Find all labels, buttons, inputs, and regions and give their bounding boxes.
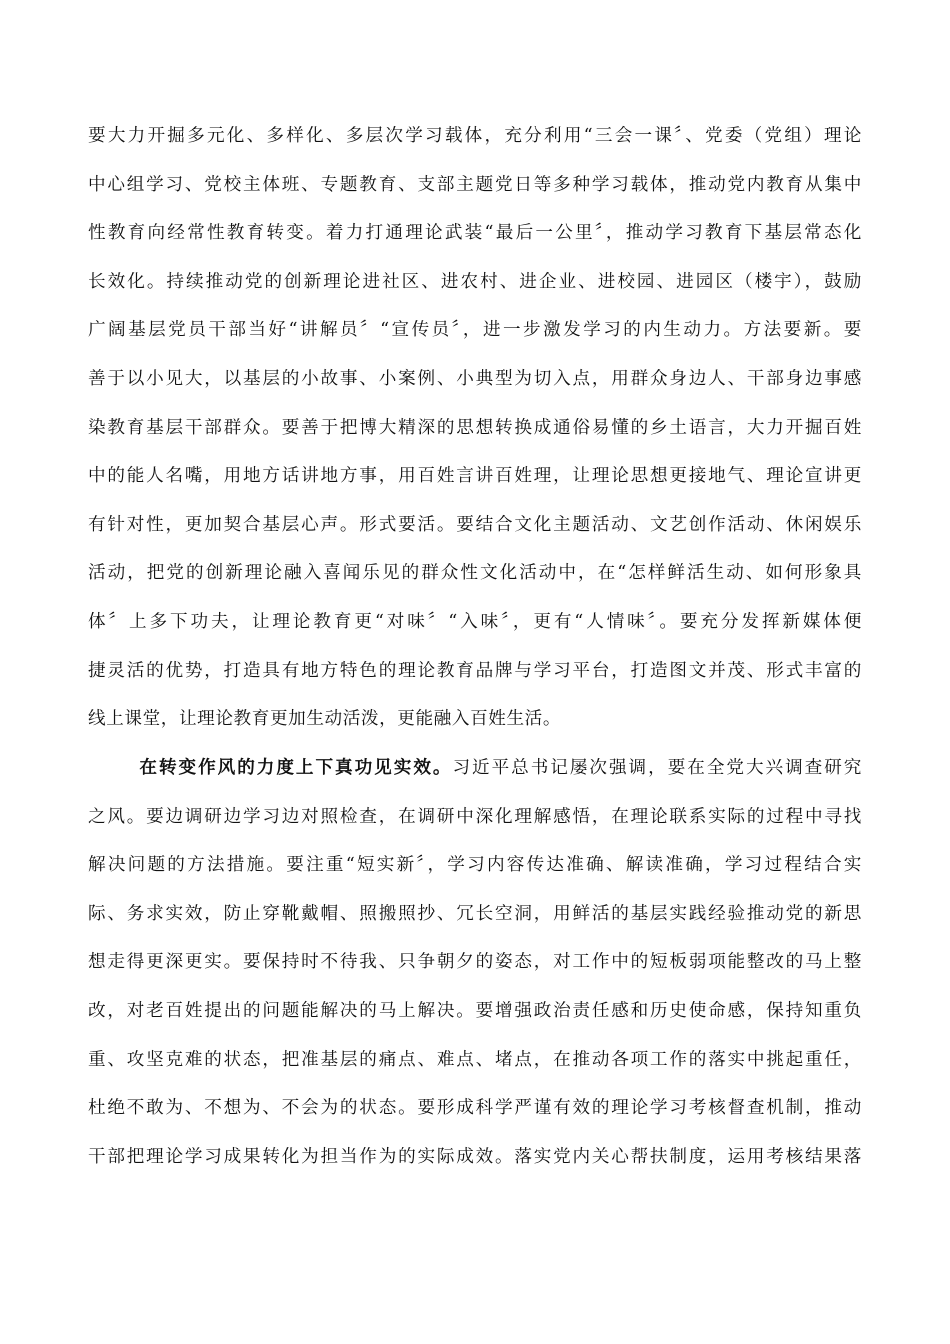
paragraph-line: 解决问题的方法措施。要注重“短实新〞，学习内容传达准确、解读准确，学习过程结合实	[88, 855, 862, 876]
paragraph-line: 要大力开掘多元化、多样化、多层次学习载体，充分利用“三会一课〞、党委（党组）理论	[88, 126, 862, 146]
paragraph-line: 干部把理论学习成果转化为担当作为的实际成效。落实党内关心帮扶制度，运用考核结果落	[88, 1146, 862, 1167]
paragraph-line: 长效化。持续推动党的创新理论进社区、进农村、进企业、进校园、进园区（楼宇），鼓励	[88, 271, 862, 292]
paragraph-line: 重、攻坚克难的状态，把准基层的痛点、难点、堵点，在推动各项工作的落实中挑起重任，	[88, 1049, 862, 1070]
paragraph-line: 活动，把党的创新理论融入喜闻乐见的群众性文化活动中，在“怎样鲜活生动、如何形象具	[88, 563, 862, 584]
paragraph-line: 杜绝不敢为、不想为、不会为的状态。要形成科学严谨有效的理论学习考核督查机制，推动	[88, 1098, 862, 1119]
paragraph-line: 线上课堂，让理论教育更加生动活泼，更能融入百姓生活。	[88, 709, 562, 730]
paragraph-1	[88, 112, 862, 744]
paragraph-line: 中的能人名嘴，用地方话讲地方事，用百姓言讲百姓理，让理论思想更接地气、理论宣讲更	[88, 466, 862, 487]
paragraph-line: 改，对老百姓提出的问题能解决的马上解决。要增强政治责任感和历史使命感，保持知重负	[88, 1000, 862, 1021]
paragraph-line: 体〞上多下功夫，让理论教育更“对味〞“入味〞，更有“人情味〞。要充分发挥新媒体便	[88, 611, 862, 632]
paragraph-line: 染教育基层干部群众。要善于把博大精深的思想转换成通俗易懂的乡土语言，大力开掘百姓	[88, 417, 862, 438]
paragraph-line: 之风。要边调研边学习边对照检查，在调研中深化理解感悟，在理论联系实际的过程中寻找	[88, 806, 862, 827]
paragraph-line: 有针对性，更加契合基层心声。形式要活。要结合文化主题活动、文艺创作活动、休闲娱乐	[88, 514, 862, 535]
paragraph-2	[88, 744, 862, 1181]
first-line-text: 习近平总书记屡次强调，要在全党大兴调查研究	[452, 758, 862, 778]
section-heading: 在转变作风的力度上下真功见实效。	[138, 757, 453, 778]
paragraph-line: 际、务求实效，防止穿靴戴帽、照搬照抄、冗长空洞，用鲜活的基层实践经验推动党的新思	[88, 903, 862, 924]
paragraph-line: 想走得更深更实。要保持时不待我、只争朝夕的姿态，对工作中的短板弱项能整改的马上整	[88, 952, 862, 973]
paragraph-first-line	[88, 744, 862, 793]
paragraph-line: 中心组学习、党校主体班、专题教育、支部主题党日等多种学习载体，推动党内教育从集中	[88, 174, 862, 195]
paragraph-line: 性教育向经常性教育转变。着力打通理论武装“最后一公里〞，推动学习教育下基层常态化	[88, 223, 862, 244]
paragraph-line: 广阔基层党员干部当好“讲解员〞“宣传员〞，进一步激发学习的内生动力。方法要新。要	[88, 320, 862, 341]
paragraph-line: 善于以小见大，以基层的小故事、小案例、小典型为切入点，用群众身边人、干部身边事感	[88, 368, 862, 389]
paragraph-line: 捷灵活的优势，打造具有地方特色的理论教育品牌与学习平台，打造图文并茂、形式丰富的	[88, 660, 862, 681]
